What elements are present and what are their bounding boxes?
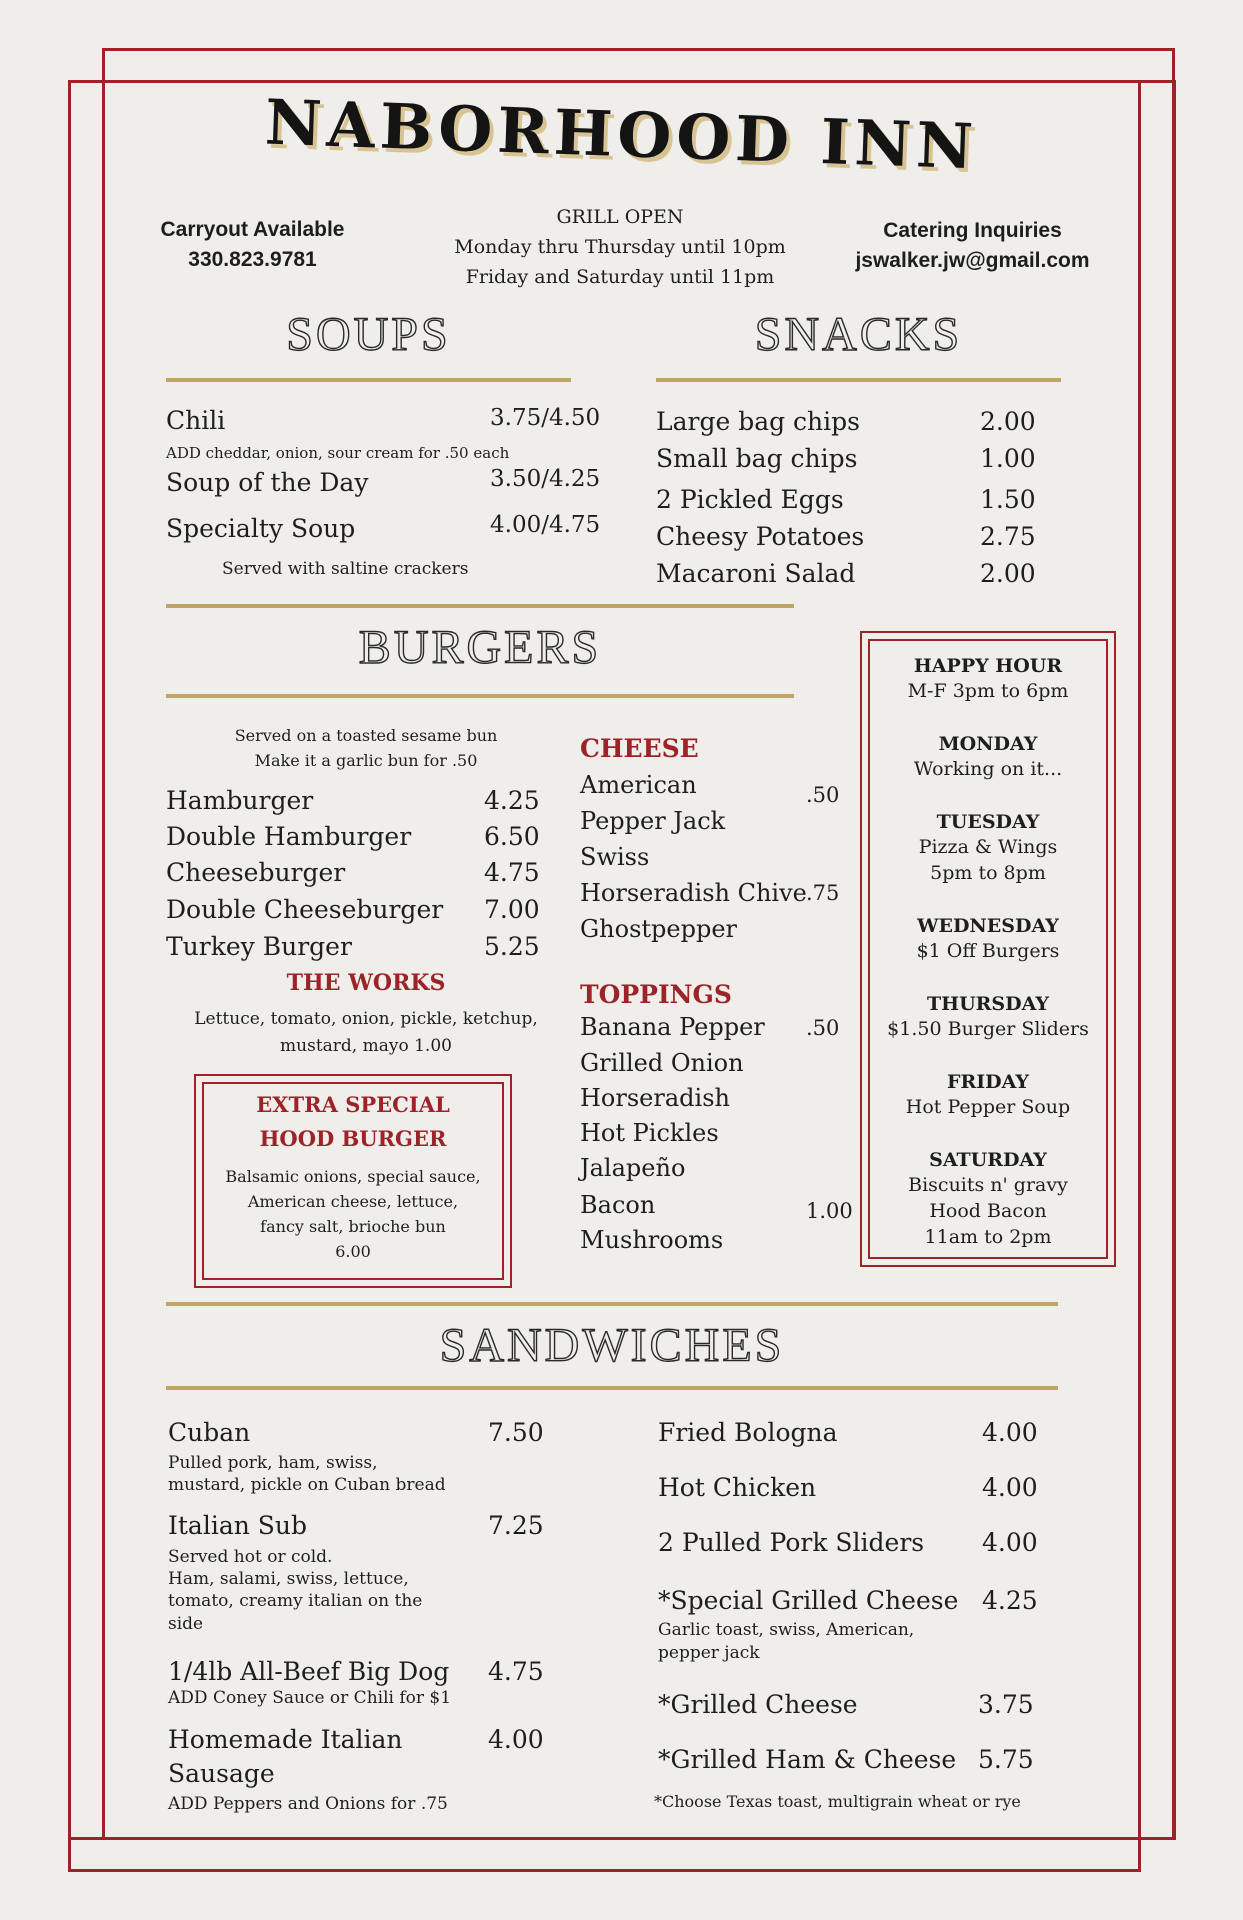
sandwiches-divider <box>166 1386 1058 1390</box>
sandwich-sliders-name: 2 Pulled Pork Sliders <box>658 1528 925 1557</box>
burgers-note-1: Served on a toasted sesame bun <box>234 726 498 745</box>
happy-hour-special: $1 Off Burgers <box>916 940 1060 962</box>
burgers-heading: BURGERS <box>358 621 602 674</box>
happy-hour-monday <box>866 732 1110 782</box>
sandwich-big-dog-desc: ADD Coney Sauce or Chili for $1 <box>168 1688 452 1708</box>
sandwich-italian-sub-desc-3: tomato, creamy italian on the <box>168 1591 423 1611</box>
sandwiches-footnote: *Choose Texas toast, multigrain wheat or rye <box>654 1792 1021 1811</box>
happy-hour-special: Pizza & Wings <box>918 836 1058 858</box>
happy-hour-special: $1.50 Burger Sliders <box>887 1018 1089 1040</box>
burger-5-name: Turkey Burger <box>166 932 352 961</box>
cheese-3: Swiss <box>580 843 650 871</box>
snack-5-name: Macaroni Salad <box>656 559 856 588</box>
happy-hour-special: Working on it... <box>913 758 1063 780</box>
sandwich-sliders-price: 4.00 <box>982 1528 1038 1557</box>
special-burger-line-2: American cheese, lettuce, <box>247 1192 459 1211</box>
happy-hour-special: Hot Pepper Soup <box>905 1096 1071 1118</box>
sandwich-italian-sub-price: 7.25 <box>488 1511 544 1540</box>
topping-5: Jalapeño <box>580 1154 686 1182</box>
snack-5-price: 2.00 <box>980 559 1036 588</box>
sandwich-italian-sub-desc-4: side <box>168 1614 204 1634</box>
sandwich-grilled-cheese-name: *Grilled Cheese <box>658 1690 858 1719</box>
sandwiches-top-divider <box>166 1302 1058 1306</box>
burger-2-price: 6.50 <box>484 822 540 851</box>
carryout-label: Carryout Available <box>160 218 345 241</box>
soup-chili-note: ADD cheddar, onion, sour cream for .50 each <box>166 444 510 462</box>
sandwich-special-grilled-cheese-price: 4.25 <box>982 1586 1038 1615</box>
sandwich-sausage-name-2: Sausage <box>168 1759 275 1788</box>
snack-1-price: 2.00 <box>980 407 1036 436</box>
topping-1: Banana Pepper <box>580 1013 765 1041</box>
happy-hour-hours: M-F 3pm to 6pm <box>907 680 1069 702</box>
soup-chili-name: Chili <box>166 406 226 435</box>
grill-heading: GRILL OPEN <box>556 206 684 228</box>
happy-hour-title-block <box>866 654 1110 704</box>
toppings-price-a: .50 <box>806 1016 840 1040</box>
happy-hour-day: THURSDAY <box>926 993 1049 1015</box>
burger-4-name: Double Cheeseburger <box>166 895 444 924</box>
burgers-note-2: Make it a garlic bun for .50 <box>254 751 478 770</box>
happy-hour-day: SATURDAY <box>929 1149 1047 1171</box>
cheese-price-b: .75 <box>806 881 840 905</box>
snacks-heading: SNACKS <box>754 308 963 361</box>
snacks-divider <box>656 378 1061 382</box>
happy-hour-special: Biscuits n' gravy <box>908 1174 1068 1196</box>
catering-info <box>830 216 1115 276</box>
happy-hour-heading: HAPPY HOUR <box>913 655 1063 677</box>
burger-3-name: Cheeseburger <box>166 858 346 887</box>
happy-hour-wednesday <box>866 914 1110 964</box>
sandwich-special-grilled-cheese-desc-2: pepper jack <box>658 1643 760 1663</box>
topping-2: Grilled Onion <box>580 1049 744 1077</box>
cheese-1: American <box>580 771 697 799</box>
sandwich-grilled-cheese-price: 3.75 <box>978 1690 1034 1719</box>
sandwich-italian-sub-name: Italian Sub <box>168 1511 308 1540</box>
happy-hour-day: MONDAY <box>938 733 1038 755</box>
sandwich-big-dog-name: 1/4lb All-Beef Big Dog <box>168 1657 450 1686</box>
sandwich-cuban-name: Cuban <box>168 1418 251 1447</box>
burger-2-name: Double Hamburger <box>166 822 412 851</box>
burger-1-name: Hamburger <box>166 786 314 815</box>
sandwich-sausage-name: Homemade Italian <box>168 1725 403 1754</box>
happy-hour-thursday <box>866 992 1110 1042</box>
sandwich-cuban-desc-1: Pulled pork, ham, swiss, <box>168 1453 378 1473</box>
sandwich-hot-chicken-price: 4.00 <box>982 1473 1038 1502</box>
sandwich-ham-cheese-name: *Grilled Ham & Cheese <box>658 1745 957 1774</box>
happy-hour-special: 5pm to 8pm <box>930 862 1046 884</box>
happy-hour-friday <box>866 1070 1110 1120</box>
sandwich-special-grilled-cheese-name: *Special Grilled Cheese <box>658 1586 959 1615</box>
burger-5-price: 5.25 <box>484 932 540 961</box>
sandwiches-heading: SANDWICHES <box>439 1319 785 1372</box>
burgers-top-divider <box>166 604 794 608</box>
soup-day-price: 3.50/4.25 <box>490 466 601 492</box>
happy-hour-day: FRIDAY <box>946 1071 1029 1093</box>
works-line-2: mustard, mayo 1.00 <box>280 1036 452 1056</box>
cheese-4: Horseradish Chive <box>580 879 807 907</box>
happy-hour-day: WEDNESDAY <box>917 915 1059 937</box>
sandwich-big-dog-price: 4.75 <box>488 1657 544 1686</box>
snack-1-name: Large bag chips <box>656 407 860 436</box>
burger-1-price: 4.25 <box>484 786 540 815</box>
happy-hour-tuesday <box>866 810 1110 886</box>
soup-specialty-name: Specialty Soup <box>166 514 356 543</box>
grill-line-1: Monday thru Thursday until 10pm <box>454 236 786 258</box>
sandwich-bologna-name: Fried Bologna <box>658 1418 838 1447</box>
grill-line-2: Friday and Saturday until 11pm <box>465 266 775 288</box>
soup-specialty-price: 4.00/4.75 <box>490 512 601 538</box>
carryout-phone[interactable]: 330.823.9781 <box>188 248 317 271</box>
catering-label: Catering Inquiries <box>883 219 1062 242</box>
soup-chili-price: 3.75/4.50 <box>490 405 601 431</box>
carryout-info <box>130 215 375 275</box>
cheese-2: Pepper Jack <box>580 807 726 835</box>
snack-3-name: 2 Pickled Eggs <box>656 485 844 514</box>
snack-3-price: 1.50 <box>980 485 1036 514</box>
special-burger-line-3: fancy salt, brioche bun <box>260 1217 446 1236</box>
sandwich-italian-sub-desc-2: Ham, salami, swiss, lettuce, <box>168 1569 409 1589</box>
sandwich-sausage-price: 4.00 <box>488 1725 544 1754</box>
toppings-price-b: 1.00 <box>806 1199 853 1223</box>
catering-email[interactable]: jswalker.jw@gmail.com <box>855 249 1090 272</box>
snack-2-price: 1.00 <box>980 444 1036 473</box>
grill-hours <box>420 202 820 292</box>
special-burger-price: 6.00 <box>335 1242 371 1261</box>
topping-6: Bacon <box>580 1191 656 1219</box>
sandwich-special-grilled-cheese-desc-1: Garlic toast, swiss, American, <box>658 1620 915 1640</box>
topping-7: Mushrooms <box>580 1226 724 1254</box>
soups-divider <box>166 378 571 382</box>
toppings-heading: TOPPINGS <box>580 980 732 1009</box>
sandwich-cuban-price: 7.50 <box>488 1418 544 1447</box>
happy-hour-day: TUESDAY <box>936 811 1040 833</box>
sandwich-hot-chicken-name: Hot Chicken <box>658 1473 817 1502</box>
sandwich-bologna-price: 4.00 <box>982 1418 1038 1447</box>
restaurant-title: NABORHOOD INN <box>263 85 980 184</box>
cheese-5: Ghostpepper <box>580 915 738 943</box>
burger-4-price: 7.00 <box>484 895 540 924</box>
soup-day-name: Soup of the Day <box>166 468 369 497</box>
happy-hour-saturday <box>866 1148 1110 1250</box>
topping-3: Horseradish <box>580 1084 730 1112</box>
works-line-1: Lettuce, tomato, onion, pickle, ketchup, <box>194 1009 538 1029</box>
cheese-heading: CHEESE <box>580 734 699 763</box>
special-burger-line-1: Balsamic onions, special sauce, <box>225 1167 481 1186</box>
happy-hour-special: Hood Bacon <box>929 1200 1047 1222</box>
soups-heading: SOUPS <box>286 308 451 361</box>
sandwich-ham-cheese-price: 5.75 <box>978 1745 1034 1774</box>
special-burger-heading-2: HOOD BURGER <box>259 1126 447 1151</box>
snack-4-name: Cheesy Potatoes <box>656 522 865 551</box>
cheese-price-a: .50 <box>806 783 840 807</box>
snack-2-name: Small bag chips <box>656 444 858 473</box>
special-burger-heading-1: EXTRA SPECIAL <box>256 1092 450 1117</box>
sandwich-cuban-desc-2: mustard, pickle on Cuban bread <box>168 1475 446 1495</box>
snack-4-price: 2.75 <box>980 522 1036 551</box>
sandwich-italian-sub-desc-1: Served hot or cold. <box>168 1547 333 1567</box>
works-heading: THE WORKS <box>286 970 446 996</box>
soups-footer: Served with saltine crackers <box>222 559 469 579</box>
burger-3-price: 4.75 <box>484 858 540 887</box>
happy-hour-special: 11am to 2pm <box>924 1226 1052 1248</box>
burgers-divider <box>166 694 794 698</box>
topping-4: Hot Pickles <box>580 1119 719 1147</box>
sandwich-sausage-desc: ADD Peppers and Onions for .75 <box>168 1794 448 1814</box>
